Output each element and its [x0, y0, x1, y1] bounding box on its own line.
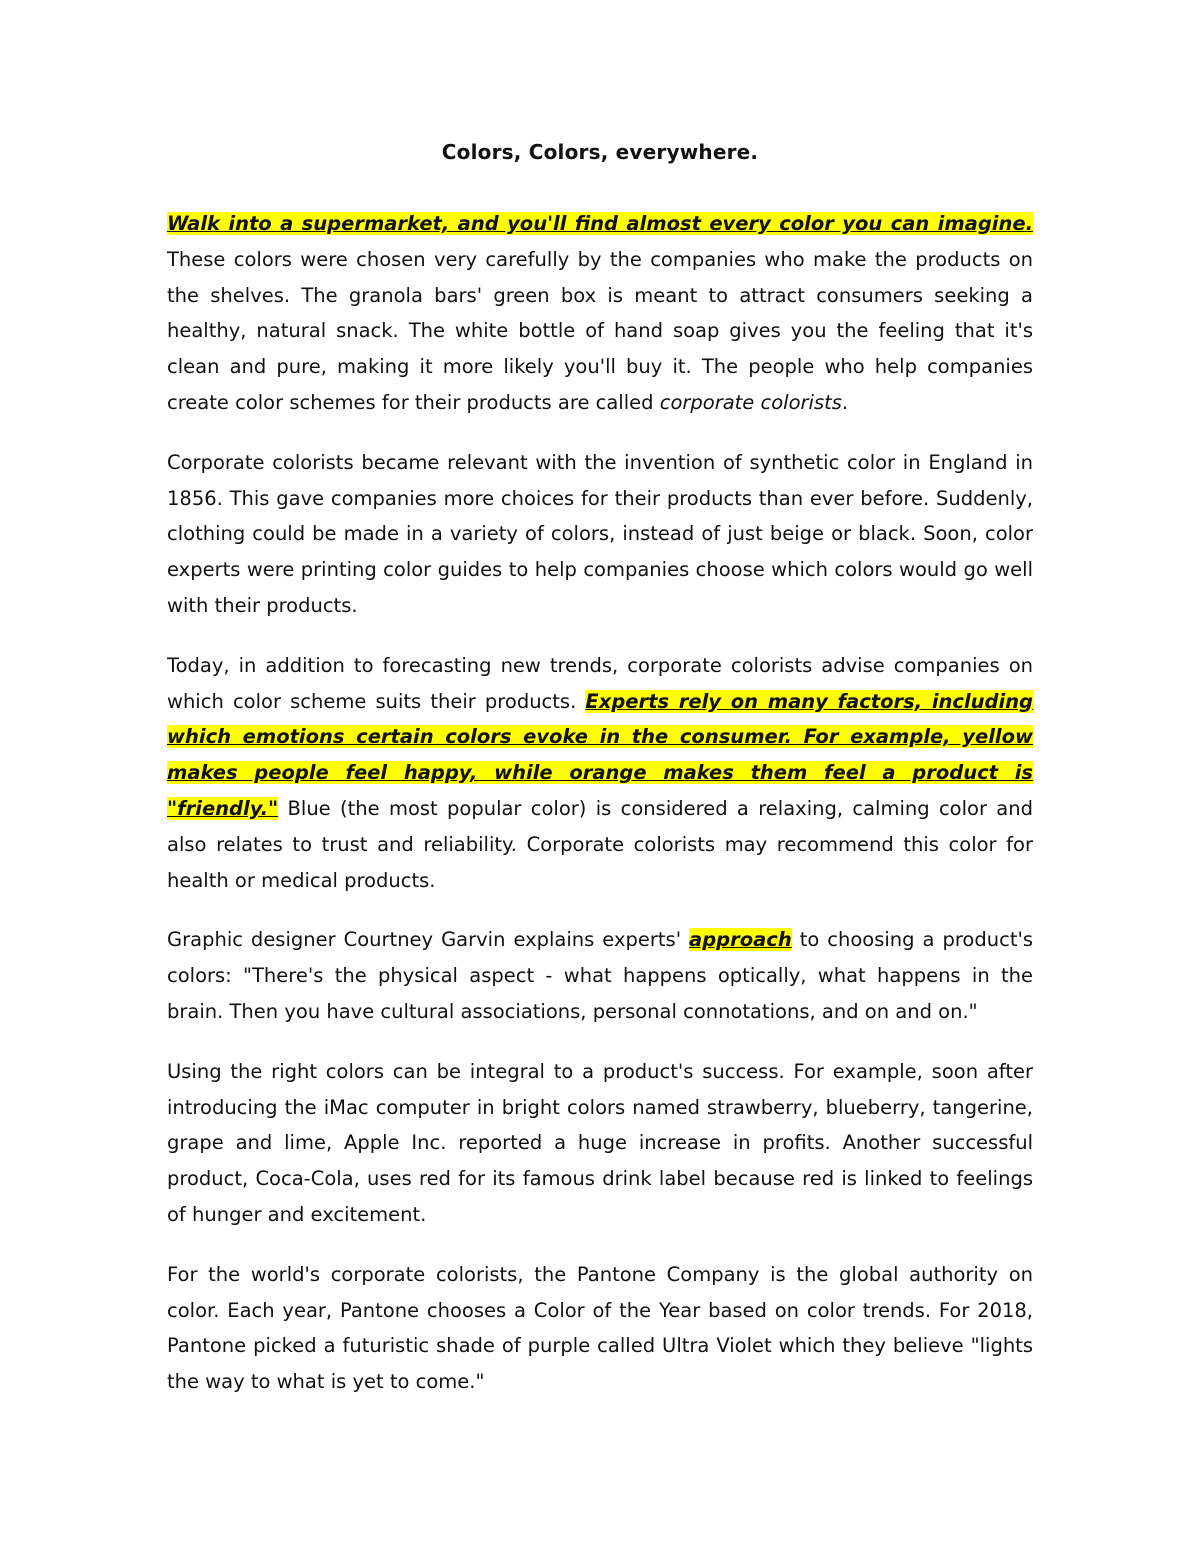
paragraph-4: [167, 922, 1033, 1029]
paragraph-text: For the world's corporate colorists, the Pantone Company is the global authority on color. Each year, Pantone chooses a Color of the Year based on color trends. For 2018, Pantone picked a futuristic shade of purple called Ultra Violet which they believe "lights the way to what is yet to come.": [167, 1262, 1033, 1394]
highlighted-sentence: Experts rely on many factors, including which emotions certain colors evoke in the consumer. For example, yellow makes people feel happy, while orange makes them feel a product is "friendly.": [167, 689, 1034, 820]
paragraph-text: Corporate colorists became relevant with the invention of synthetic color in England in 1856. This gave companies more choices for their products than ever before. Suddenly, clothing could be made in a variety of colors, instead of just beige or black. Soon, color experts were printing color guides to help companies choose which colors would go well with their products.: [167, 450, 1033, 617]
highlighted-word: approach: [689, 928, 792, 952]
paragraph-text: to choosing a product's colors: "There's the physical aspect - what happens optically, what happens in the brain. Then you have cultural associations, personal connotations, and on and on.": [167, 928, 1033, 1023]
paragraph-1: [167, 206, 1033, 421]
document-title: Colors, Colors, everywhere.: [441, 140, 759, 164]
paragraph-text: Today, in addition to forecasting new trends, corporate colorists advise companies on which color scheme suits their products.: [167, 653, 1033, 713]
paragraph-text: .: [841, 390, 849, 414]
highlighted-sentence: Walk into a supermarket, and you'll find almost every color you can imagine.: [167, 212, 1033, 235]
paragraph-text: Graphic designer Courtney Garvin explains experts': [167, 928, 690, 952]
paragraph-3: [167, 648, 1033, 899]
paragraph-text: Using the right colors can be integral to a product's success. For example, soon after introducing the iMac computer in bright colors named strawberry, blueberry, tangerine, grape and lime, Apple Inc. reported a huge increase in profits. Another successful product, Coca-Cola, uses red for its famous drink label because red is linked to feelings of hunger and excitement.: [167, 1059, 1033, 1226]
italic-term: corporate colorists: [659, 390, 842, 414]
document-body: [167, 206, 1033, 1424]
paragraph-5: [167, 1054, 1033, 1233]
paragraph-6: [167, 1257, 1033, 1400]
paragraph-text: These colors were chosen very carefully by the companies who make the products on the shelves. The granola bars' green box is meant to attract consumers seeking a healthy, natural snack. The white bottle of hand soap gives you the feeling that it's clean and pure, making it more likely you'll buy it. The people who help companies create color schemes for their products are called: [167, 247, 1033, 414]
paragraph-text: Blue (the most popular color) is considered a relaxing, calming color and also relates to trust and reliability. Corporate colorists may recommend this color for health or medical products.: [167, 796, 1033, 892]
paragraph-2: [167, 445, 1033, 624]
